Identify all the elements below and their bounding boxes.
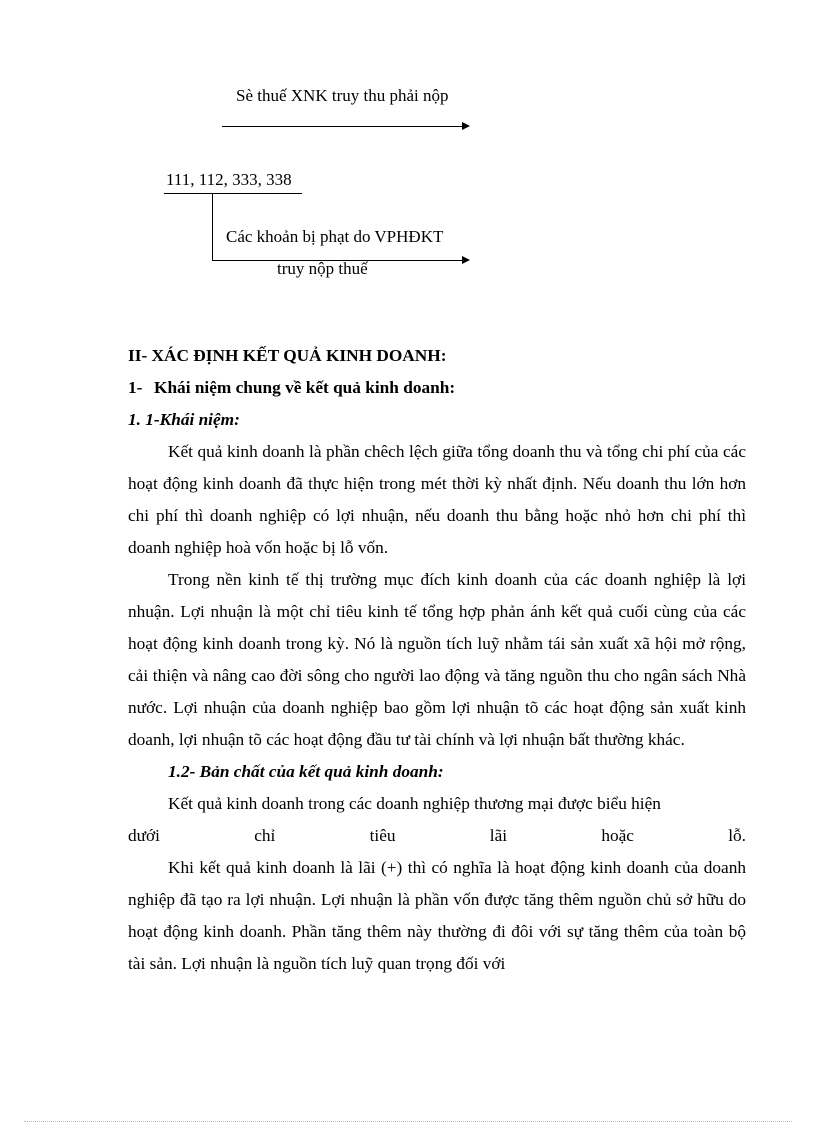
paragraph-profit-result: Khi kết quả kinh doanh là lãi (+) thì có nghĩa là hoạt động kinh doanh của doanh nghiệp đã tạo ra lợi nhuận. Lợi nhuận là phần vốn được tăng thêm nguồn chủ sở hữu do hoạt động kinh doanh. Phần tăng thêm này thường đi đôi với sự tăng thêm của toàn bộ tài sản. Lợi nhuận là nguồn tích luỹ quan trọng đối với bbox=[128, 858, 746, 973]
subsection-title: Khái niệm chung về kết quả kinh doanh: bbox=[154, 378, 456, 397]
paragraph-nature-line1: Kết quả kinh doanh trong các doanh nghiệp thương mại được biểu hiện bbox=[168, 794, 661, 813]
document-body bbox=[128, 340, 746, 980]
tax-arrears-arrow bbox=[222, 126, 468, 127]
subsection-number: 1- bbox=[128, 378, 143, 397]
paragraph-nature-line2: dưới chỉ tiêu lãi hoặc lỗ. bbox=[128, 826, 746, 845]
paragraph-profit: Trong nền kinh tế thị trường mục đích kinh doanh của các doanh nghiệp là lợi nhuận. Lợi nhuận là một chỉ tiêu kinh tế tổng hợp phản ánh kết quả cuối cùng của các hoạt động kinh doanh trong kỳ. Nó là nguồn tích luỹ nhằm tái sản xuất xã hội mở rộng, cải thiện và nâng cao đời sông cho người lao động và tăng nguồn thu cho ngân sách Nhà nước. Lợi nhuận của doanh nghiệp bao gồm lợi nhuận tõ các hoạt động sản xuất kinh doanh, lợi nhuận tõ các hoạt động đầu tư tài chính và lợi nhuận bất thường khác. bbox=[128, 570, 746, 749]
subsection-heading-1-2: 1.2- Bản chất của kết quả kinh doanh: bbox=[168, 762, 444, 781]
paragraph-definition: Kết quả kinh doanh là phần chêch lệch giữa tổng doanh thu và tổng chi phí của các hoạt động kinh doanh đã thực hiện trong mét thời kỳ nhất định. Nếu doanh thu lớn hơn chi phí thì doanh nghiệp có lợi nhuận, nếu doanh thu bằng hoặc nhỏ hơn chi phí thì doanh nghiệp hoà vốn hoặc bị lỗ vốn. bbox=[128, 442, 746, 557]
subsection-heading-1 bbox=[128, 372, 746, 404]
subsection-heading-1-1: 1. 1-Khái niệm: bbox=[128, 410, 240, 429]
penalty-sublabel: truy nộp thuế bbox=[277, 259, 368, 278]
penalty-label: Các khoản bị phạt do VPHĐKT bbox=[226, 227, 444, 246]
account-branch-line bbox=[212, 193, 213, 261]
account-underline bbox=[164, 193, 302, 194]
tax-arrears-label: Sè thuế XNK truy thu phải nộp bbox=[236, 86, 449, 105]
page-bottom-rule bbox=[24, 1121, 792, 1122]
account-codes: 111, 112, 333, 338 bbox=[166, 170, 292, 189]
section-heading: II- XÁC ĐỊNH KẾT QUẢ KINH DOANH: bbox=[128, 346, 447, 365]
